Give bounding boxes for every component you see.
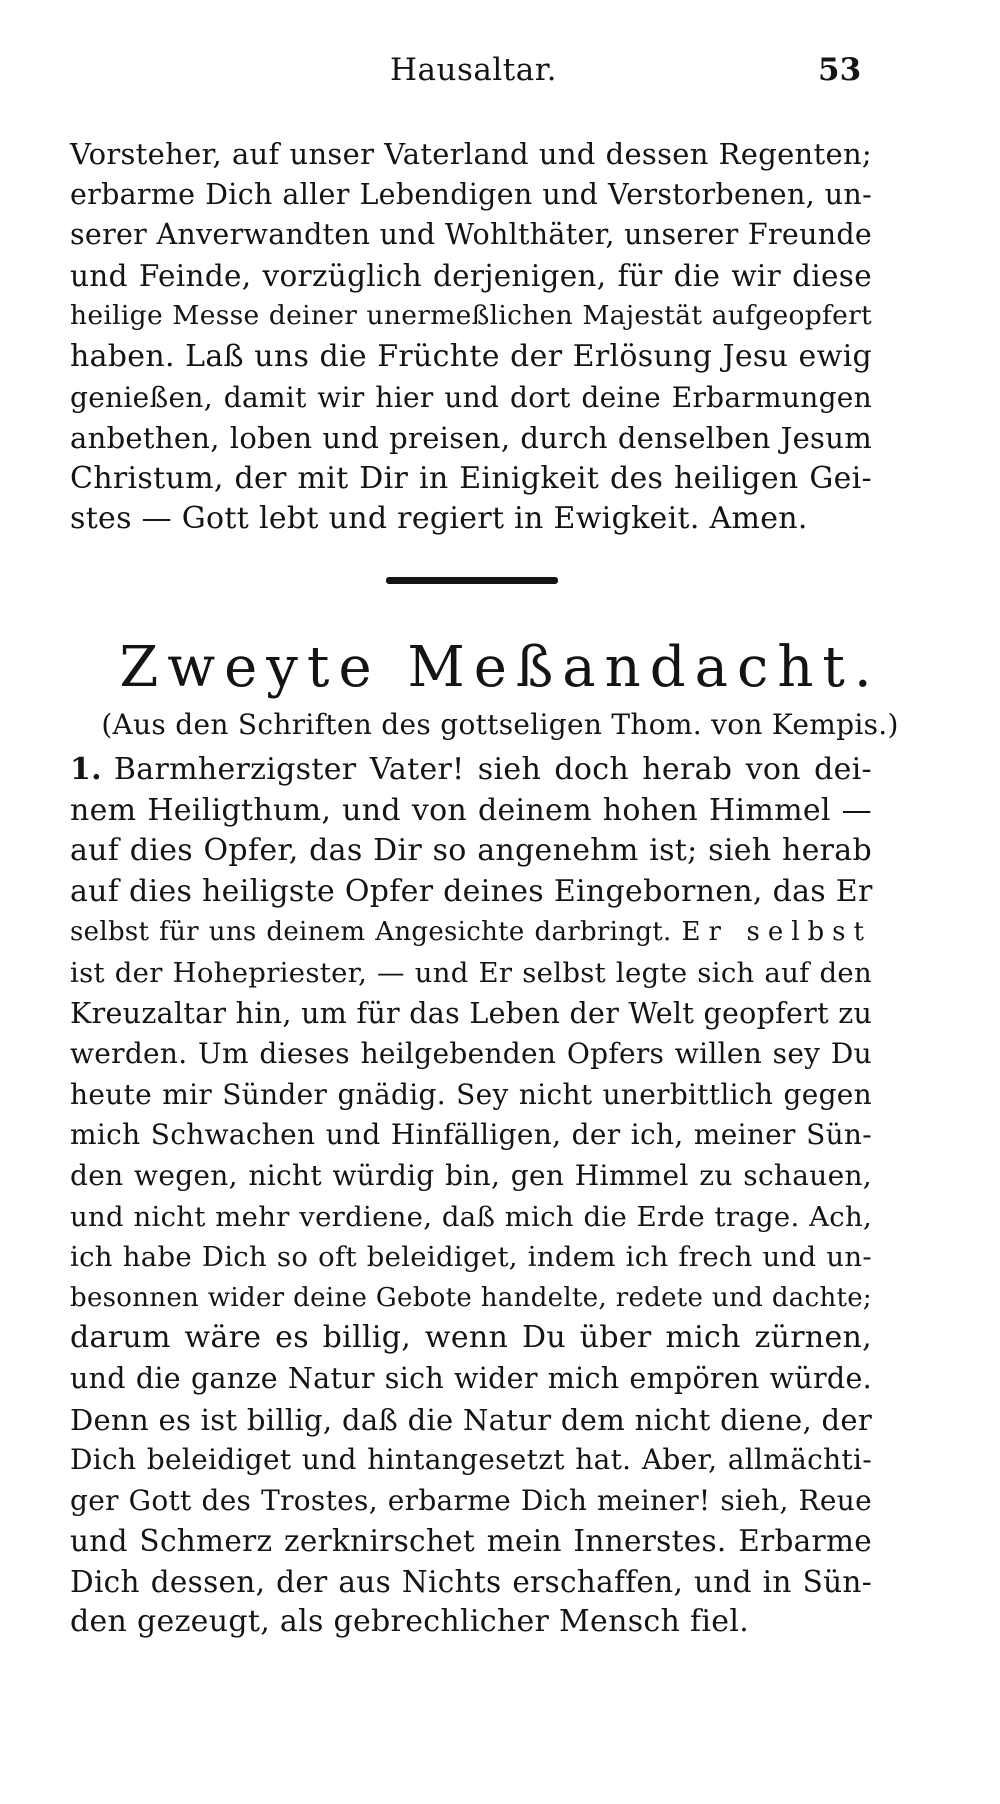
text-line: ist der Hohepriester, — und Er selbst legte sich auf den bbox=[70, 956, 872, 989]
prayer-paragraph bbox=[70, 750, 872, 1643]
running-title: Hausaltar. bbox=[390, 52, 557, 88]
spaced-emphasis: Er selbst bbox=[681, 917, 872, 948]
paragraph-number: 1. bbox=[70, 752, 102, 787]
text-line: werden. Um dieses heilgebenden Opfers willen sey Du bbox=[70, 1037, 872, 1071]
section-heading: Zweyte Meßandacht. bbox=[119, 635, 881, 700]
text-line-emphasis bbox=[70, 912, 872, 953]
running-head bbox=[0, 52, 1000, 102]
text-line-first bbox=[70, 750, 872, 791]
text-line: besonnen wider deine Gebote handelte, redete und dachte; bbox=[70, 1282, 872, 1313]
text-line: Dich dessen, der aus Nichts erschaffen, und in Sün- bbox=[70, 1564, 872, 1599]
text-line: Denn es ist billig, daß die Natur dem nicht diene, der bbox=[70, 1402, 872, 1437]
text-line: anbethen, loben und preisen, durch denselben Jesum bbox=[70, 421, 872, 456]
prayer-text-block bbox=[70, 750, 872, 1643]
text-line: den wegen, nicht würdig bin, gen Himmel zu schauen, bbox=[70, 1158, 872, 1192]
text-line: den gezeugt, als gebrechlicher Mensch fiel. bbox=[70, 1604, 750, 1640]
text-line: ger Gott des Trostes, erbarme Dich meiner! sieh, Reue bbox=[70, 1483, 872, 1517]
text-line: darum wäre es billig, wenn Du über mich zürnen, bbox=[70, 1320, 872, 1356]
text-line: nem Heiligthum, und von deinem hohen Himmel — bbox=[70, 792, 872, 828]
previous-text-block bbox=[70, 134, 872, 540]
text-line: erbarme Dich aller Lebendigen und Verstorbenen, un- bbox=[70, 177, 872, 211]
page-number: 53 bbox=[818, 52, 862, 88]
text-line: auf dies heiligste Opfer deines Eingebornen, das Er bbox=[70, 873, 873, 909]
text-line: heilige Messe deiner unermeßlichen Majestät aufgeopfert bbox=[70, 300, 872, 332]
source-note: (Aus den Schriften des gottseligen Thom. von Kempis.) bbox=[101, 708, 899, 741]
text-line: auf dies Opfer, das Dir so angenehm ist; sieh herab bbox=[70, 833, 872, 869]
text-line: ich habe Dich so oft beleidiget, indem ich frech und un- bbox=[70, 1241, 872, 1274]
text-line-emphasis-before: selbst für uns deinem Angesichte darbringt. bbox=[70, 917, 672, 948]
text-line: mich Schwachen und Hinfälligen, der ich, meiner Sün- bbox=[70, 1118, 872, 1152]
text-line: und nicht mehr verdiene, daß mich die Erde trage. Ach, bbox=[70, 1200, 872, 1233]
text-line: und Feinde, vorzüglich derjenigen, für die wir diese bbox=[70, 258, 872, 293]
section-divider-rule bbox=[386, 577, 558, 584]
text-line: Christum, der mit Dir in Einigkeit des heiligen Gei- bbox=[70, 460, 872, 496]
text-line-first-rest: Barmherzigster Vater! sieh doch herab von dei- bbox=[113, 752, 872, 787]
text-line: stes — Gott lebt und regiert in Ewigkeit. Amen. bbox=[70, 501, 808, 537]
previous-paragraph bbox=[70, 134, 872, 540]
text-line: haben. Laß uns die Früchte der Erlösung Jesu ewig bbox=[70, 338, 872, 374]
text-line: Kreuzaltar hin, um für das Leben der Welt geopfert zu bbox=[70, 996, 873, 1030]
text-line: und Schmerz zerknirschet mein Innerstes. Erbarme bbox=[70, 1524, 872, 1559]
text-line: Vorsteher, auf unser Vaterland und dessen Regenten; bbox=[70, 137, 872, 171]
text-line: genießen, damit wir hier und dort deine Erbarmungen bbox=[70, 380, 872, 414]
text-line: serer Anverwandten und Wohlthäter, unserer Freunde bbox=[70, 218, 873, 252]
text-line: Dich beleidiget und hintangesetzt hat. Aber, allmächti- bbox=[70, 1443, 872, 1477]
text-line: und die ganze Natur sich wider mich empören würde. bbox=[70, 1361, 872, 1395]
text-line: heute mir Sünder gnädig. Sey nicht unerbittlich gegen bbox=[70, 1077, 872, 1111]
